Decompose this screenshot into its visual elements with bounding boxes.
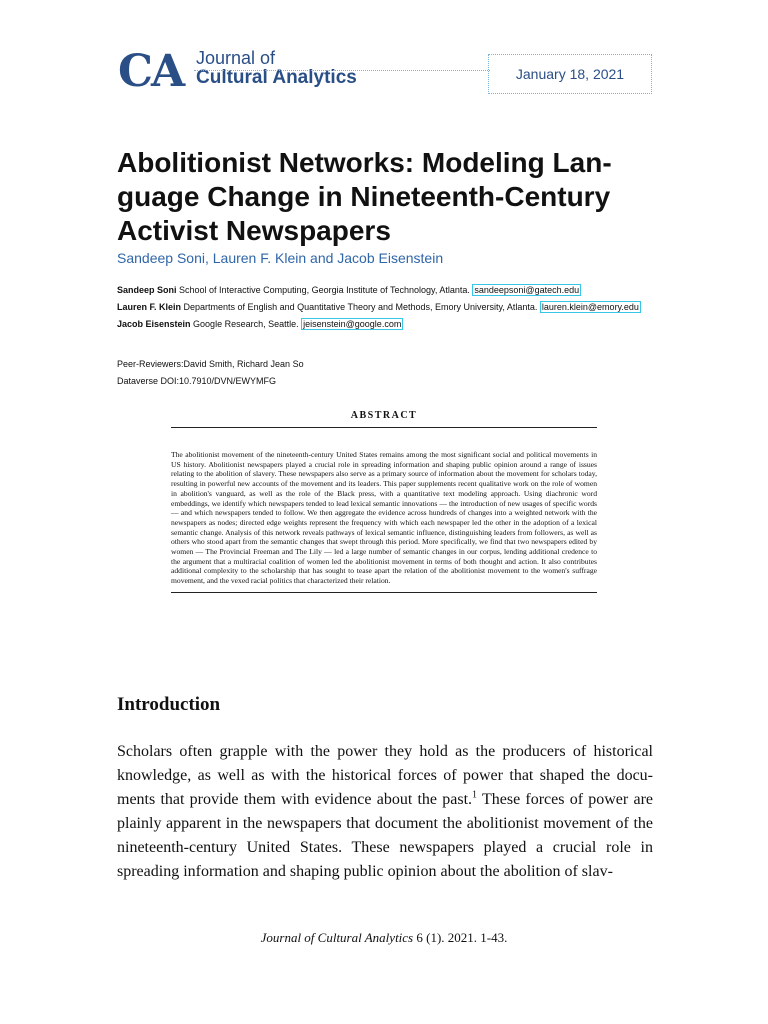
author-name: Sandeep Soni xyxy=(117,285,177,295)
paper-title xyxy=(117,146,647,248)
introduction-heading: Introduction xyxy=(117,694,221,715)
footer-citation: 6 (1). 2021. 1-43. xyxy=(413,930,508,945)
introduction-paragraph xyxy=(117,740,653,884)
journal-logo: CA xyxy=(118,46,184,97)
paper-title-line: guage Change in Nineteenth-Century xyxy=(117,181,611,212)
header-divider xyxy=(194,70,490,71)
dataverse-doi: Dataverse DOI:10.7910/DVN/EWYMFG xyxy=(117,376,277,386)
journal-name xyxy=(196,48,357,88)
introduction-text-end: These forces of power are plainly apparent in the newspapers that document the abolitionist movement of the nineteenth-century United States. These newspapers played a crucial role in spreading information and shaping public opinion about the abolition of slav- xyxy=(117,791,653,880)
author-list: Sandeep Soni, Lauren F. Klein and Jacob Eisenstein xyxy=(117,250,444,266)
author-affiliation: Departments of English and Quantitative Theory and Methods, Emory University, Atlanta. xyxy=(183,302,538,312)
journal-name-line1: Journal of xyxy=(196,48,276,68)
abstract-text: The abolitionist movement of the nineteenth-century United States remains among the most significant social and political movements in US history. Abolitionist newspapers played a crucial role in spreading information and shaping public opinion around a range of issues relating to the abolition of slavery. These newspapers also serve as a primary source of information about the movement for scholars today, resulting in powerful new accounts of the movement and its leaders. This paper supplements recent qualitative work on the role of women in abolition's vanguard, as well as the role of the Black press, with a quantitative text modeling approach. Using diachronic word embeddings, we identify which newspapers tended to lead lexical semantic innovations — the introduction of new usages of specific words — and which newspapers tended to follow. We then aggregate the evidence across hundreds of changes into a weighted network with the newspapers as nodes; directed edge weights represent the frequency with which each newspaper led the other in the adoption of a lexical semantic change. Analysis of this network reveals pathways of lexical semantic influence, distinguishing leaders from followers, as well as others who stood apart from the semantic changes that swept through this period. More specifically, we find that two newspapers edited by women — The Provincial Freeman and The Lily — led a large number of semantic changes in our corpus, lending additional credence to the argument that a multiracial coalition of women led the abolitionist movement in terms of both thought and action. It also contributes additional complexity to the scholarship that has sought to tease apart the relation of the abolitionist movement to the women's suffrage movement, and the vexed racial politics that characterized their relation. xyxy=(171,450,597,586)
affiliation-item xyxy=(117,282,647,298)
article-metadata xyxy=(117,356,304,390)
page-footer xyxy=(0,930,768,946)
footer-journal-name: Journal of Cultural Analytics xyxy=(260,930,414,945)
peer-reviewers: Peer-Reviewers:David Smith, Richard Jean So xyxy=(117,359,304,369)
introduction-text-start: Scholars often grapple with the power they hold as the producers of historical knowledge, as well as with the historical forces of power that shaped the docu-ments that provide them with evidence about the past. xyxy=(117,743,653,808)
author-email-link[interactable]: sandeepsoni@gatech.edu xyxy=(474,285,580,295)
journal-name-line2: Cultural Analytics xyxy=(196,67,357,88)
author-email-link[interactable]: jeisenstein@google.com xyxy=(303,319,402,329)
paper-title-line: Abolitionist Networks: Modeling Lan- xyxy=(117,147,612,178)
author-email-link[interactable]: lauren.klein@emory.edu xyxy=(541,302,639,312)
abstract-bottom-rule xyxy=(171,592,597,593)
publication-date: January 18, 2021 xyxy=(488,54,652,94)
affiliations xyxy=(117,282,647,333)
abstract-heading: ABSTRACT xyxy=(350,410,418,421)
author-affiliation: Google Research, Seattle. xyxy=(193,319,299,329)
footnote-marker[interactable]: 1 xyxy=(472,789,478,801)
abstract-section xyxy=(171,410,597,593)
affiliation-item xyxy=(117,299,647,315)
journal-header xyxy=(118,48,658,100)
author-affiliation: School of Interactive Computing, Georgia Institute of Technology, Atlanta. xyxy=(179,285,470,295)
author-name: Jacob Eisenstein xyxy=(117,319,191,329)
affiliation-item xyxy=(117,316,647,332)
author-name: Lauren F. Klein xyxy=(117,302,182,312)
paper-title-line: Activist Newspapers xyxy=(117,215,391,246)
